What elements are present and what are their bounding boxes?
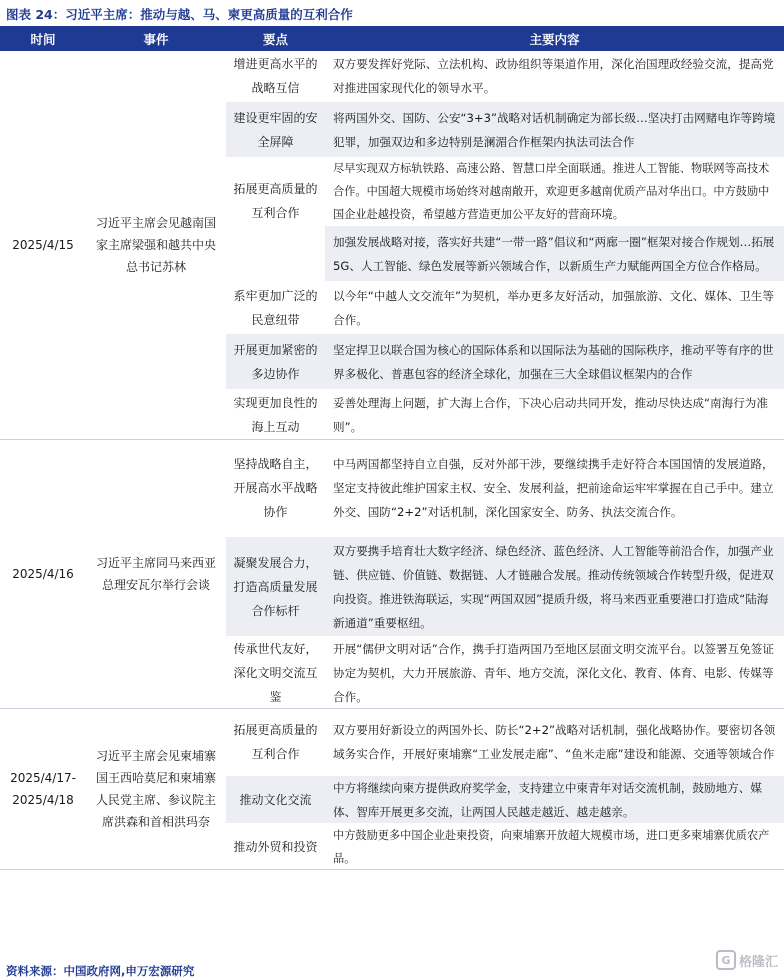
cell-content: 坚定捍卫以联合国为核心的国际体系和以国际法为基础的国际秩序，推动平等有序的世界多极化、普惠包容的经济全球化，加强在三大全球倡议框架内的合作 (325, 334, 784, 389)
table-row (226, 281, 784, 333)
table-row (226, 101, 784, 157)
cell-point: 拓展更高质量的互利合作 (226, 158, 325, 225)
table-header (0, 26, 784, 51)
table-group (0, 51, 784, 440)
cell-content: 加强发展战略对接，落实好共建“一带一路”倡议和“两廊一圈”框架对接合作规划…拓展 5G、人工智能、绿色发展等新兴领域合作，以新质生产力赋能两国全方位合作格局。 (325, 226, 784, 281)
table-group (0, 440, 784, 709)
source-note: 资料来源：中国政府网,申万宏源研究 (6, 964, 195, 978)
table-row (226, 440, 784, 536)
group-rows (226, 51, 784, 439)
cell-point: 推动文化交流 (226, 776, 325, 823)
cell-event: 习近平主席同马来西亚总理安瓦尔举行会谈 (86, 440, 226, 708)
policy-table (0, 26, 784, 870)
table-row (226, 225, 784, 281)
cell-date: 2025/4/17-2025/4/18 (0, 709, 86, 869)
cell-content: 双方要携手培育壮大数字经济、绿色经济、蓝色经济、人工智能等前沿合作，加强产业链、供应链、价值链、数据链、人才链融合发展。推动传统领域合作转型升级，促进双向投资。推进铁海联运，实现“两国双园”提质升级，将马来西亚重要港口打造成“陆海新通道”重要枢纽。 (325, 537, 784, 636)
header-event: 事件 (143, 31, 169, 47)
cell-point: 传承世代友好，深化文明交流互鉴 (226, 637, 325, 708)
watermark-text: 格隆汇 (738, 954, 778, 970)
cell-content: 双方要发挥好党际、立法机构、政协组织等渠道作用，深化治国理政经验交流，提高党对推进国家现代化的领导水平。 (325, 51, 784, 101)
table-row (226, 157, 784, 225)
cell-point (226, 226, 325, 281)
cell-point: 坚持战略自主，开展高水平战略协作 (226, 440, 325, 536)
watermark (716, 950, 778, 970)
cell-point: 开展更加紧密的多边协作 (226, 334, 325, 389)
table-body (0, 51, 784, 870)
gezhi-logo-icon: G (716, 950, 736, 970)
cell-point: 实现更加良性的海上互动 (226, 390, 325, 439)
cell-content: 将两国外交、国防、公安“3+3”战略对话机制确定为部长级…坚决打击网赌电诈等跨境犯罪，加强双边和多边特别是澜湄合作框架内执法司法合作 (325, 102, 784, 157)
table-row (226, 51, 784, 101)
table-row (226, 536, 784, 636)
cell-date: 2025/4/16 (0, 440, 86, 708)
cell-event: 习近平主席会见柬埔寨国王西哈莫尼和柬埔寨人民党主席、参议院主席洪森和首相洪玛奈 (86, 709, 226, 869)
cell-content: 开展“儒伊文明对话”合作，携手打造两国乃至地区层面文明交流平台。以签署互免签证协定为契机，大力开展旅游、青年、地方交流，深化文化、教育、体育、电影、传媒等合作。 (325, 637, 784, 708)
table-row (226, 636, 784, 708)
table-group (0, 709, 784, 870)
header-content: 主要内容 (529, 31, 580, 47)
table-row (226, 823, 784, 869)
cell-content: 尽早实现双方标轨铁路、高速公路、智慧口岸全面联通。推进人工智能、物联网等高技术合作。中国超大规模市场始终对越南敞开，欢迎更多越南优质产品对华出口。中方鼓励中国企业赴越投资，希望越方营造更加公平友好的营商环境。 (325, 158, 784, 225)
cell-point: 增进更高水平的战略互信 (226, 51, 325, 101)
cell-content: 中马两国都坚持自立自强，反对外部干涉，要继续携手走好符合本国国情的发展道路，坚定支持彼此维护国家主权、安全、发展利益，把前途命运牢牢掌握在自己手中。建立外交、国防“2+2”对话机制，深化国家安全、防务、执法交流合作。 (325, 440, 784, 536)
header-time: 时间 (30, 31, 56, 47)
cell-content: 双方要用好新设立的两国外长、防长“2+2”战略对话机制，强化战略协作。要密切各领域务实合作，开展好柬埔寨“工业发展走廊”、“鱼米走廊”建设和能源、交通等领域合作 (325, 709, 784, 775)
table-row (226, 333, 784, 389)
cell-point: 拓展更高质量的互利合作 (226, 709, 325, 775)
table-row (226, 775, 784, 823)
cell-date: 2025/4/15 (0, 51, 86, 439)
cell-point: 系牢更加广泛的民意纽带 (226, 282, 325, 333)
cell-point: 凝聚发展合力，打造高质量发展合作标杆 (226, 537, 325, 636)
cell-point: 建设更牢固的安全屏障 (226, 102, 325, 157)
cell-event: 习近平主席会见越南国家主席梁强和越共中央总书记苏林 (86, 51, 226, 439)
cell-content: 中方将继续向柬方提供政府奖学金，支持建立中柬青年对话交流机制，鼓励地方、媒体、智库开展更多交流，让两国人民越走越近、越走越亲。 (325, 776, 784, 823)
group-rows (226, 709, 784, 869)
table-row (226, 709, 784, 775)
cell-point: 推动外贸和投资 (226, 824, 325, 869)
figure-title: 图表 24：习近平主席：推动与越、马、柬更高质量的互利合作 (6, 7, 353, 22)
cell-content: 以今年“中越人文交流年”为契机，举办更多友好活动，加强旅游、文化、媒体、卫生等合作。 (325, 282, 784, 333)
header-point: 要点 (262, 31, 288, 47)
cell-content: 中方鼓励更多中国企业赴柬投资，向柬埔寨开放超大规模市场，进口更多柬埔寨优质农产品。 (325, 824, 784, 869)
table-row (226, 389, 784, 439)
cell-content: 妥善处理海上问题，扩大海上合作，下决心启动共同开发，推动尽快达成“南海行为准则”。 (325, 390, 784, 439)
group-rows (226, 440, 784, 708)
